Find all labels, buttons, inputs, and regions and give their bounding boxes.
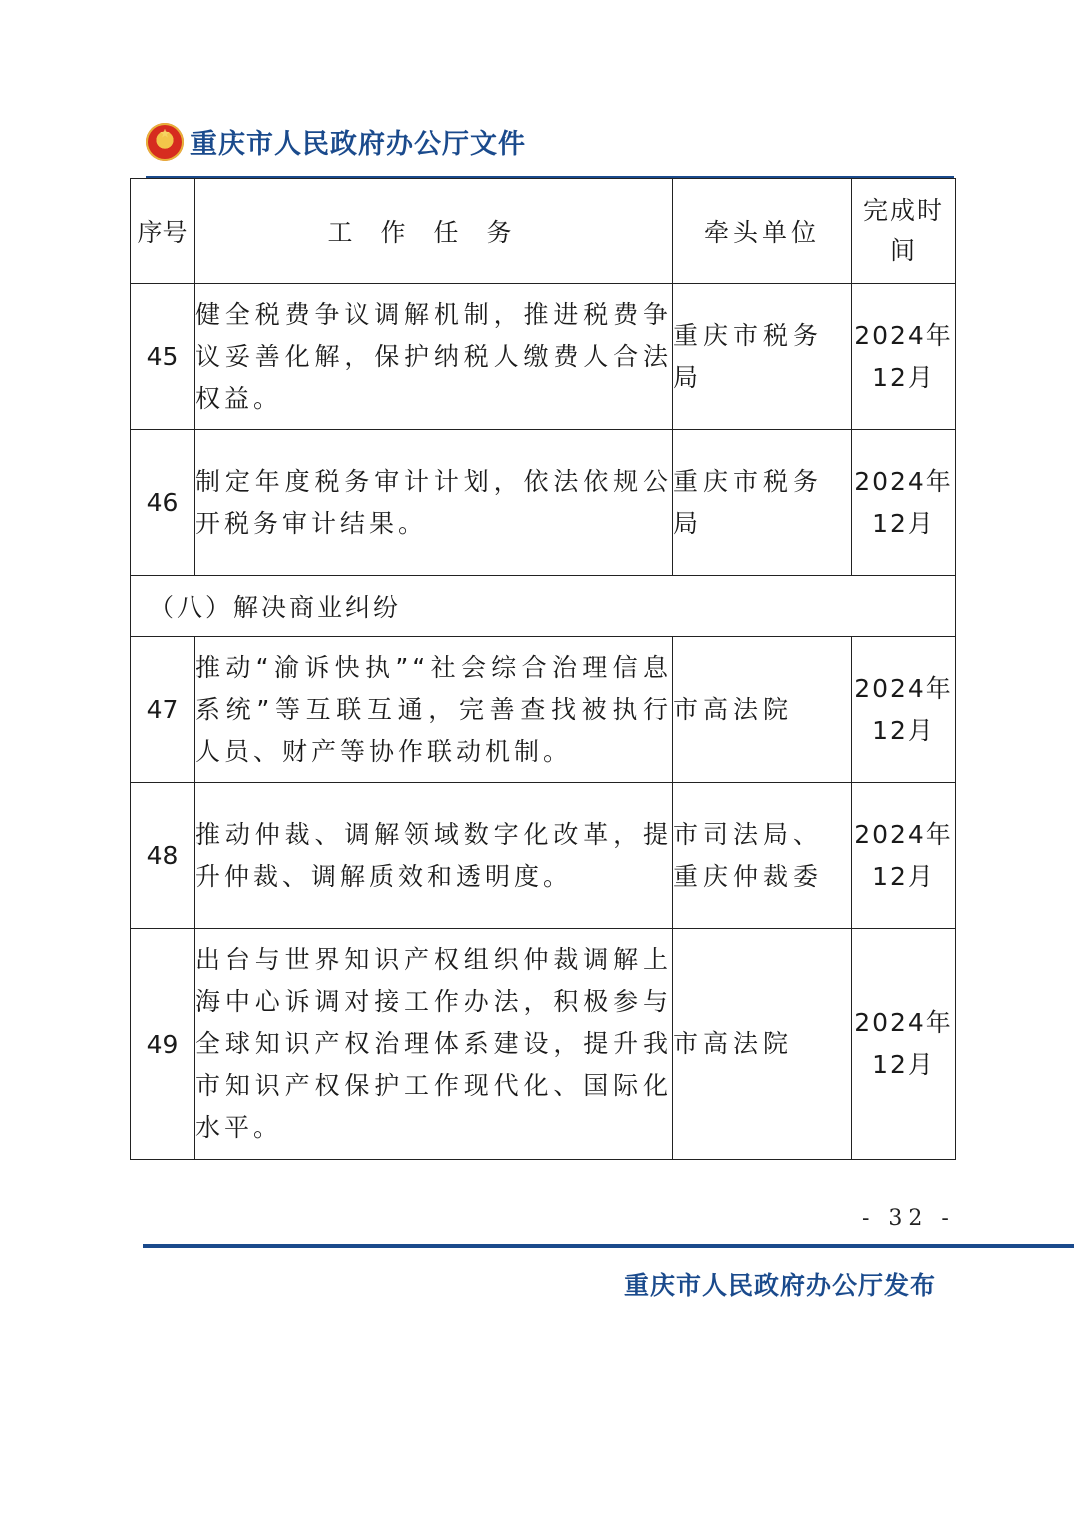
row-time: 2024年12月 (852, 430, 956, 576)
row-no: 48 (131, 783, 195, 929)
task-table (130, 178, 956, 1160)
table-row (131, 430, 956, 576)
row-unit: 市高法院 (673, 637, 852, 783)
header-no: 序号 (131, 179, 195, 284)
row-unit: 重庆市税务局 (673, 284, 852, 430)
row-time: 2024年12月 (852, 284, 956, 430)
header-title: 重庆市人民政府办公厅文件 (190, 129, 526, 160)
header-unit: 牵头单位 (673, 179, 852, 284)
row-no: 49 (131, 929, 195, 1160)
table-row (131, 929, 956, 1160)
row-time: 2024年12月 (852, 637, 956, 783)
row-no: 47 (131, 637, 195, 783)
footer-publisher: 重庆市人民政府办公厅发布 (624, 1271, 937, 1300)
row-task: 推动仲裁、调解领域数字化改革，提升仲裁、调解质效和透明度。 (195, 783, 673, 929)
section-row (131, 576, 956, 637)
document-header (146, 122, 526, 161)
row-unit: 重庆市税务局 (673, 430, 852, 576)
table-header-row (131, 179, 956, 284)
page-number: - 32 - (862, 1206, 955, 1231)
row-task: 推动“渝诉快执”“社会综合治理信息系统”等互联互通，完善查找被执行人员、财产等协作联动机制。 (195, 637, 673, 783)
header-time: 完成时间 (852, 179, 956, 284)
table-row (131, 783, 956, 929)
row-unit: 市司法局、重庆仲裁委 (673, 783, 852, 929)
row-no: 45 (131, 284, 195, 430)
national-emblem-icon (146, 123, 184, 161)
header-task: 工作任务 (195, 179, 673, 284)
row-no: 46 (131, 430, 195, 576)
table-row (131, 284, 956, 430)
row-time: 2024年12月 (852, 783, 956, 929)
row-task: 健全税费争议调解机制，推进税费争议妥善化解，保护纳税人缴费人合法权益。 (195, 284, 673, 430)
row-unit: 市高法院 (673, 929, 852, 1160)
row-task: 出台与世界知识产权组织仲裁调解上海中心诉调对接工作办法，积极参与全球知识产权治理体系建设，提升我市知识产权保护工作现代化、国际化水平。 (195, 929, 673, 1160)
section-title: （八）解决商业纠纷 (131, 576, 956, 637)
footer-divider (143, 1244, 1074, 1248)
table-row (131, 637, 956, 783)
row-task: 制定年度税务审计计划，依法依规公开税务审计结果。 (195, 430, 673, 576)
row-time: 2024年12月 (852, 929, 956, 1160)
